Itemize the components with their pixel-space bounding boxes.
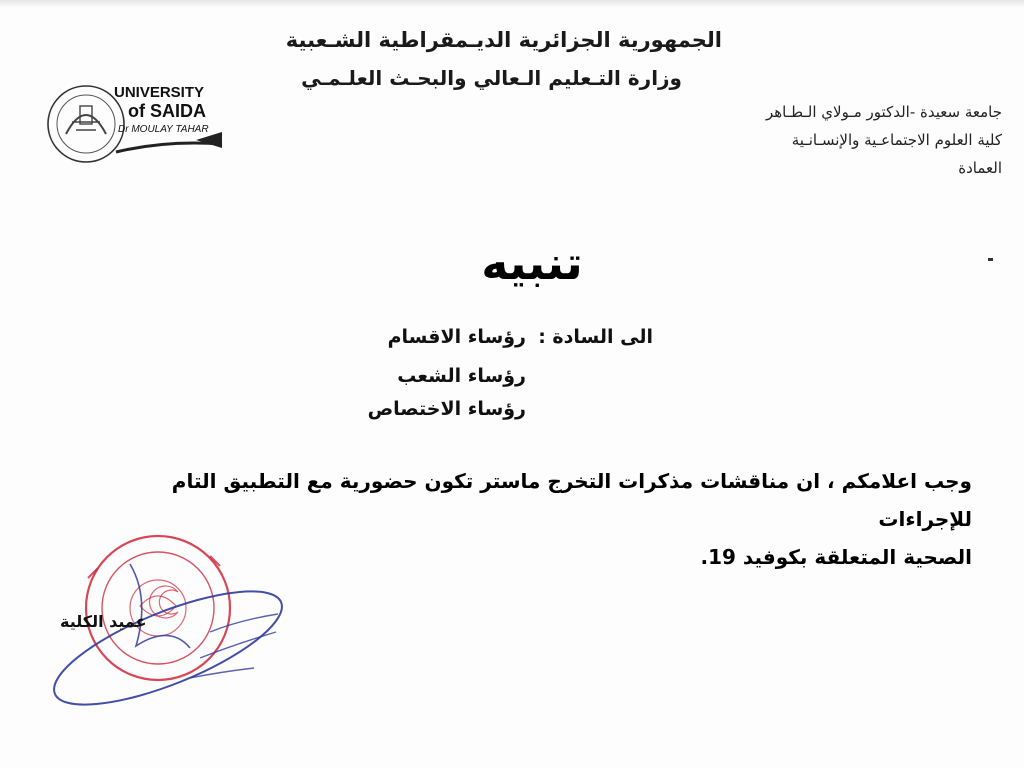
logo-text-of-saida: of SAIDA xyxy=(128,101,206,121)
recipient-department-heads: رؤساء الاقسام xyxy=(387,326,526,348)
institution-deanship: العمادة xyxy=(958,159,1002,177)
republic-header: الجمهورية الجزائرية الديـمقراطية الشـعبية xyxy=(285,28,722,52)
institution-university: جامعة سعيدة -الدكتور مـولاي الـطـاهر xyxy=(765,103,1002,121)
ministry-header: وزارة التـعليم الـعالي والبحـث العلـمـي xyxy=(301,66,682,90)
notice-body-line-1: وجب اعلامكم ، ان مناقشات مذكرات التخرج ماستر تكون حضورية مع التطبيق التام للإجراءات xyxy=(171,469,972,531)
institution-faculty: كلية العلوم الاجتماعـية والإنسـانـية xyxy=(791,131,1002,149)
recipient-branch-heads: رؤساء الشعب xyxy=(397,365,526,387)
university-logo xyxy=(46,82,226,166)
dean-signature-label: عميد الكلية xyxy=(60,612,147,631)
recipient-specialty-heads: رؤساء الاختصاص xyxy=(367,398,526,420)
logo-text-dr-moulay-tahar: Dr MOULAY TAHAR xyxy=(118,124,209,135)
round-stamp-icon xyxy=(86,536,230,680)
logo-text-university: UNIVERSITY xyxy=(114,84,205,101)
signature-stroke-icon xyxy=(41,564,290,718)
recipients-label: الى السادة : xyxy=(538,326,653,348)
notice-body-line-2: الصحية المتعلقة بكوفيد 19. xyxy=(700,545,972,569)
notice-title: تنبيه xyxy=(481,236,583,290)
